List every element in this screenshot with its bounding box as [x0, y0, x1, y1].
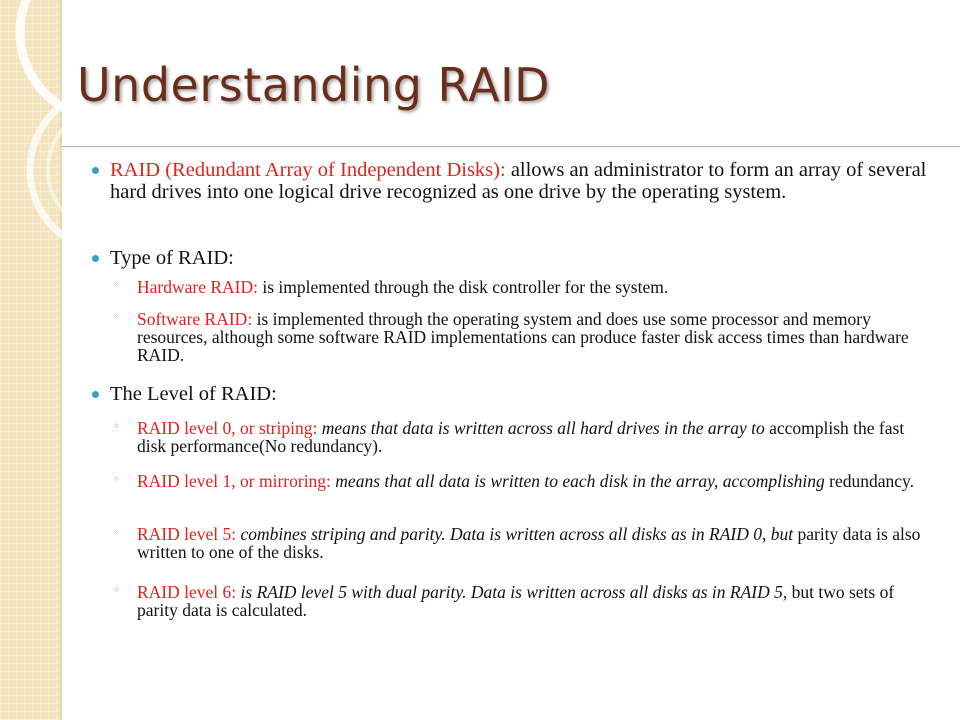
ring-bullet-icon: ◦	[113, 310, 121, 324]
bullet-icon	[92, 255, 99, 262]
ring-bullet-icon: ◦	[113, 472, 121, 486]
bullet-icon	[92, 391, 99, 398]
raid-type-term: Hardware RAID:	[137, 277, 258, 297]
raid-level-term: RAID level 5:	[137, 524, 237, 544]
raid-level-italic: combines striping and parity. Data is written across all disks as in RAID 0, but	[236, 524, 794, 544]
bullet-type-of-raid: Type of RAID:	[110, 247, 234, 269]
ring-bullet-icon: ◦	[113, 419, 121, 433]
raid-type-text: is implemented through the operating system and does use some processor and memory resources, although some software RAID implementations can produce faster disk access times than hardware RAID.	[137, 309, 909, 365]
raid-level-0	[137, 419, 937, 455]
raid-level-text: but two sets of parity data is calculated.	[137, 582, 895, 620]
raid-type-text: is implemented through the disk controller for the system.	[258, 277, 669, 297]
ring-bullet-icon: ◦	[113, 525, 121, 539]
raid-level-italic: is RAID level 5 with dual parity. Data is written across all disks as in RAID 5,	[236, 582, 788, 602]
raid-level-term: RAID level 0, or striping:	[137, 418, 318, 438]
raid-level-6	[137, 583, 937, 619]
raid-level-text: redundancy.	[824, 471, 915, 491]
raid-type-term: Software RAID:	[137, 309, 253, 329]
raid-type-hardware	[137, 278, 937, 296]
page-title: Understanding RAID	[77, 58, 551, 112]
bullet-term: RAID (Redundant Array of Independent Disks):	[110, 159, 506, 181]
bullet-icon	[92, 167, 99, 174]
raid-level-text: accomplish the fast disk performance(No redundancy).	[137, 418, 905, 456]
raid-level-5	[137, 525, 937, 561]
ring-bullet-icon: ◦	[113, 278, 121, 292]
raid-type-software	[137, 310, 937, 364]
raid-level-term: RAID level 1, or mirroring:	[137, 471, 331, 491]
raid-level-italic: means that data is written across all hard drives in the array to	[317, 418, 765, 438]
bullet-raid-definition	[110, 159, 940, 203]
bullet-level-of-raid: The Level of RAID:	[110, 383, 277, 405]
raid-level-1	[137, 472, 937, 490]
raid-level-term: RAID level 6:	[137, 582, 237, 602]
ring-bullet-icon: ◦	[113, 583, 121, 597]
raid-level-text: parity data is also written to one of the disks.	[137, 524, 921, 562]
bullet-text: allows an administrator to form an array of several hard drives into one logical drive recognized as one drive by the operating system.	[110, 159, 927, 203]
raid-level-italic: means that all data is written to each disk in the array, accomplishing	[330, 471, 825, 491]
